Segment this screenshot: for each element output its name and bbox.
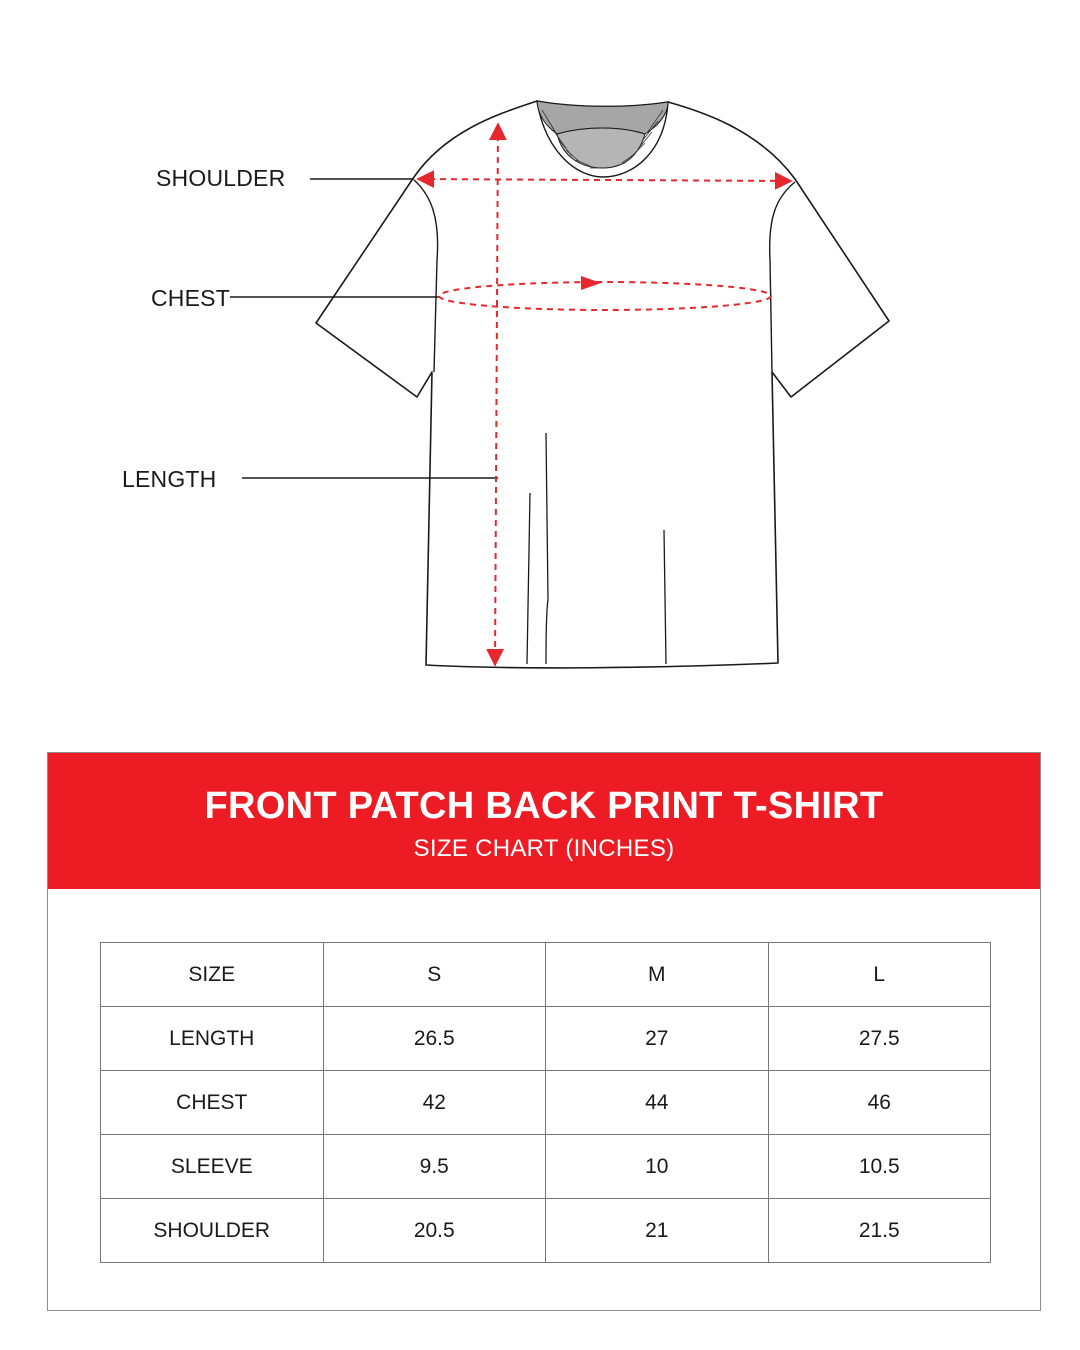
table-cell: 10.5 [768, 1135, 991, 1199]
length-label: LENGTH [122, 466, 217, 492]
table-header-cell: M [546, 943, 769, 1007]
product-title: FRONT PATCH BACK PRINT T-SHIRT [204, 785, 884, 827]
table-header-row [101, 943, 991, 1007]
table-row-label: SLEEVE [101, 1135, 324, 1199]
table-header-cell: SIZE [101, 943, 324, 1007]
table-row-label: LENGTH [101, 1007, 324, 1071]
size-chart-subtitle: SIZE CHART (INCHES) [413, 835, 675, 862]
table-row [101, 1135, 991, 1199]
table-row-label: SHOULDER [101, 1199, 324, 1263]
size-table [100, 942, 991, 1263]
table-cell: 20.5 [323, 1199, 546, 1263]
table-cell: 10 [546, 1135, 769, 1199]
table-header-cell: L [768, 943, 991, 1007]
table-cell: 26.5 [323, 1007, 546, 1071]
table-cell: 21 [546, 1199, 769, 1263]
table-cell: 42 [323, 1071, 546, 1135]
table-cell: 21.5 [768, 1199, 991, 1263]
table-header-cell: S [323, 943, 546, 1007]
table-row-label: CHEST [101, 1071, 324, 1135]
chest-label: CHEST [151, 285, 230, 311]
size-chart-card [47, 752, 1041, 1311]
table-cell: 27 [546, 1007, 769, 1071]
table-row [101, 1071, 991, 1135]
tshirt-outline [316, 101, 889, 668]
table-cell: 9.5 [323, 1135, 546, 1199]
table-cell: 27.5 [768, 1007, 991, 1071]
table-cell: 44 [546, 1071, 769, 1135]
table-row [101, 1199, 991, 1263]
table-cell: 46 [768, 1071, 991, 1135]
shoulder-label: SHOULDER [156, 165, 286, 191]
size-chart-banner [48, 753, 1040, 889]
table-row [101, 1007, 991, 1071]
